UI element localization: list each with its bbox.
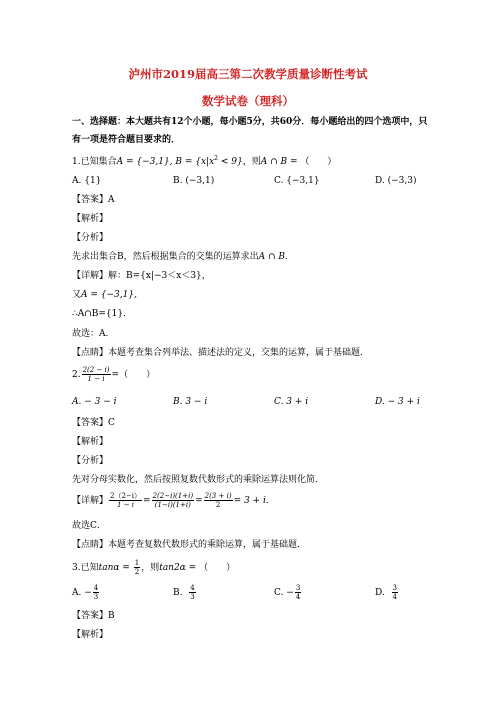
q2-comment: 【点睛】本题考查复数代数形式的乘除运算，属于基础题． <box>72 540 307 550</box>
section-heading-line2: 有一项是符合题目要求的． <box>72 135 181 145</box>
q1-also: 又A = {−3,1}, <box>72 290 137 300</box>
q3-option-b: B. $\frac{4}{3}$ <box>173 584 195 601</box>
document-title: 泸州市2019届高三第二次教学质量诊断性考试 <box>128 67 368 81</box>
q1-conclusion: 故选：A． <box>72 329 115 339</box>
q1-fenxi-label: 【分析】 <box>72 233 109 243</box>
q2-answer: 【答案】C <box>72 418 115 428</box>
q1-comment: 【点睛】本题考查集合列举法、描述法的定义，交集的运算，属于基础题． <box>72 348 370 358</box>
q1-option-c: C. {−3,1} <box>274 176 320 186</box>
q2-analysis-label: 【解析】 <box>72 437 109 447</box>
q1-detail: 【详解】解：B={x|−3＜x＜3}， <box>72 271 211 281</box>
q2-fraction: $\frac{2(2 - i)}{1 - i}$ <box>82 366 110 383</box>
q1-option-a: A. {1} <box>72 176 102 186</box>
q1-stem: 1.已知集合A = {−3,1}, $B = \{x|x^2 < 9\}$，则A ∩ B = （ ） <box>72 155 337 167</box>
q2-option-a: A. − 3 − i <box>72 397 117 407</box>
q1-analysis-text: 先求出集合B，然后根据集合的交集的运算求出A ∩ B. <box>72 252 288 262</box>
q2-detail: 【详解】 $\frac{2(2-i)}{1 - i}$ = $\frac{2(2-i)(1+i)}{(1-i)(1+i)}$ = $\frac{2(3 + i)}{2}$ = 3 + i. <box>72 492 269 509</box>
q3-answer: 【答案】B <box>72 611 115 621</box>
q2-stem: 2. $\frac{2(2 - i)}{1 - i}$ =（ ） <box>72 366 156 383</box>
q3-option-d: D. $\frac{3}{4}$ <box>375 584 397 601</box>
q3-stem: 3.已知tanα = $\frac{1}{2}$ ，则tan2α = （ ） <box>72 559 236 576</box>
q3-option-c: C. − $\frac{3}{4}$ <box>274 584 301 601</box>
q2-analysis-text: 先对分母实数化，然后按照复数代数形式的乘除运算法则化简． <box>72 475 325 485</box>
q1-answer: 【答案】A <box>72 195 115 205</box>
q2-conclusion: 故选C． <box>72 521 106 531</box>
q1-therefore: ∴A∩B={1}． <box>72 309 133 319</box>
q1-analysis-label: 【解析】 <box>72 214 109 224</box>
q2-option-b: B. 3 − i <box>173 397 208 407</box>
q1-option-d: D. (−3,3) <box>375 176 417 186</box>
q2-fenxi-label: 【分析】 <box>72 456 109 466</box>
q2-option-d: D. − 3 + i <box>375 397 420 407</box>
document-subtitle: 数学试卷（理科） <box>202 94 294 108</box>
q2-option-c: C. 3 + i <box>274 397 309 407</box>
q3-analysis-label: 【解析】 <box>72 630 109 640</box>
section-heading-line1: 一、选择题：本大题共有12个小题，每小题5分，共60分．每小题给出的四个选项中，只 <box>72 117 428 127</box>
q1-option-b: B. (−3,1) <box>173 176 215 186</box>
q3-option-a: A. − $\frac{4}{3}$ <box>72 584 99 601</box>
